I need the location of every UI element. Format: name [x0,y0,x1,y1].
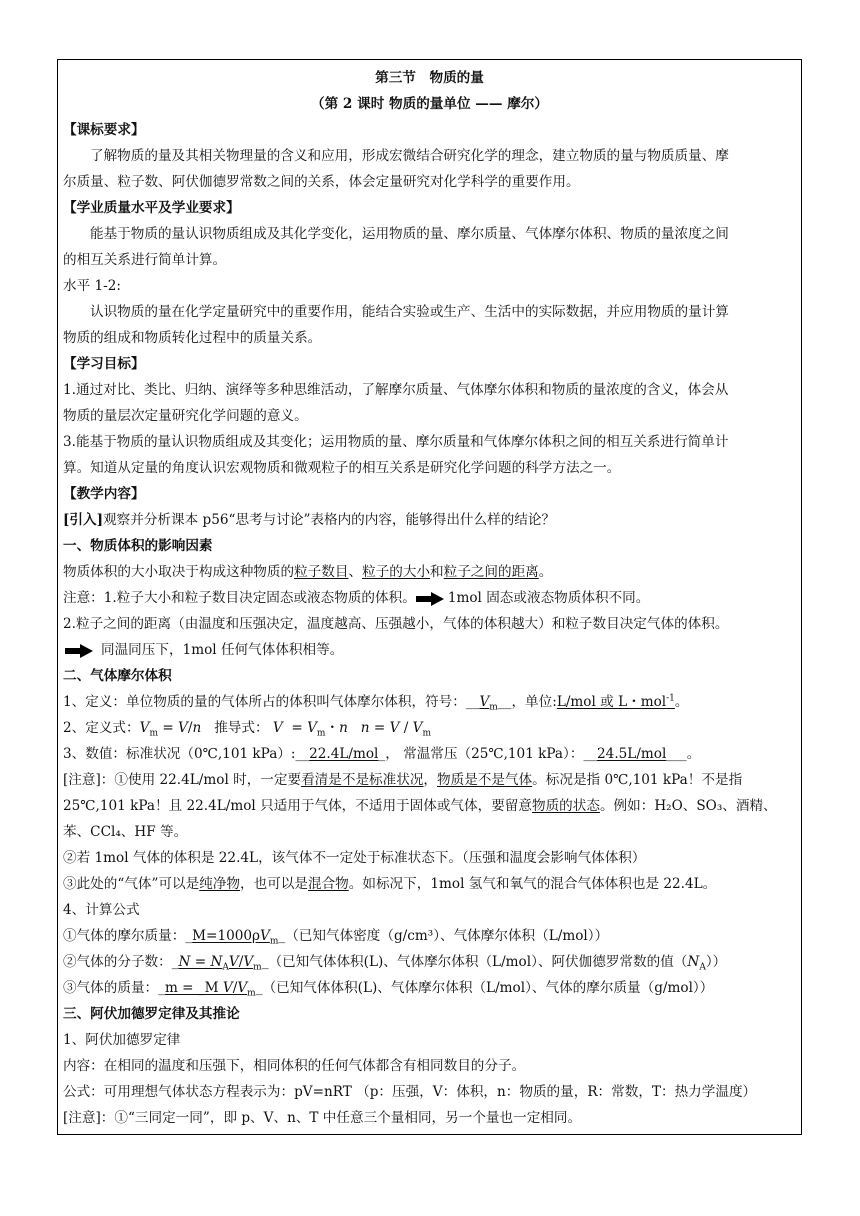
s2-note5-term2: 混合物 [308,876,349,892]
s1-note1-text: 注意：1.粒子大小和粒子数目决定固态或液态物质的体积。 [63,590,416,606]
section-heading-kebiao: 【课标要求】 [63,122,145,138]
s2-def-unit-text: L/mol 或 L・mol [556,694,667,710]
s2-calc2-note: （已知气体体积(L)、气体摩尔体积（L/mol）、阿伏伽德罗常数的值$(N_A)$） [268,954,727,973]
s3-formula: 公式：可用理想气体状态方程表示为：pV=nRT （p：压强，V：体积，n：物质的量，R：常数，T：热力学温度） [63,1084,757,1100]
s1-line1-text: 物质体积的大小取决于构成这种物质的 [63,564,295,580]
s2-note1-tail: 。标况是指 0℃,101 kPa！不是指 [532,772,743,788]
section-heading-neirong: 【教学内容】 [63,486,145,502]
s2-def-unit [557,694,675,710]
s1-heading: 一、物质体积的影响因素 [63,538,213,554]
s2-calc1-label: ①气体的摩尔质量： [63,928,186,944]
s2-value-norm-label: ， 常温常压（25℃,101 kPa）： [385,746,584,762]
s2-note1-term2: 物质是不是气体 [437,772,533,788]
s2-note5-tail: 。如标况下，1mol 氢气和氧气的混合气体体积也是 22.4L。 [348,876,717,892]
xueye-text-4: 物质的组成和物质转化过程中的质量关系。 [63,330,322,346]
s1-note-1 [63,585,796,611]
mubiao-line-1: 1.通过对比、类比、归纳、演绎等多种思维活动，了解摩尔质量、气体摩尔体积和物质的量浓度的含义，体会从 [63,382,729,398]
s1-note-3 [63,637,796,663]
s2-note-4: ②若 1mol 气体的体积是 22.4L，该气体不一定处于标准状态下。（压强和温度会影响气体体积） [63,850,646,866]
s1-sep1: 、 [348,564,363,580]
s2-formula-derived-label: 推导式： [214,720,269,736]
s2-note2-term: 物质的状态 [531,798,600,814]
kebiao-text-2: 尔质量、粒子数、阿伏伽德罗常数之间的关系，体会定量研究对化学科学的重要作用。 [63,174,580,190]
s2-calc-1: ①气体的摩尔质量：$\_M=1000\rho V_m\_$（已知气体密度（g/cm³）、气体摩尔体积（L/mol）） [63,928,609,947]
right-arrow-icon [416,592,444,606]
s2-calc-3: ③气体的质量：_m = _M $V/V_m\_$（已知气体体积(L)、气体摩尔体积（L/mol）、气体的摩尔质量（g/mol）） [63,980,714,999]
xueye-text-2: 的相互关系进行简单计算。 [63,252,227,268]
document-frame [57,59,802,1135]
xueye-text-1: 能基于物质的量认识物质组成及其化学变化，运用物质的量、摩尔质量、气体摩尔体积、物质的量浓度之间 [90,226,729,242]
s1-end: 。 [538,564,553,580]
s3-note: [注意]：①“三同定一同”，即 p、V、n、T 中任意三个量相同，另一个量也一定相同。 [63,1110,582,1126]
s2-def-unit-sup: -1 [666,693,675,704]
s2-definition: 1、定义：单位物质的量的气体所占的体积叫气体摩尔体积，符号：$\_\_V_m\_\_$，单位:L/mol 或 L・mol$^{-1}$。 [63,693,689,713]
s1-term-count: 粒子数目 [294,564,349,580]
xueye-level: 水平 1-2: [63,278,121,294]
s2-value-std-label: 3、数值：标准状况（0℃,101 kPa）: [63,746,296,762]
kebiao-text-1: 了解物质的量及其相关物理量的含义和应用，形成宏微结合研究化学的理念，建立物质的量与物质质量、摩 [90,148,729,164]
s2-formula [63,715,796,741]
s2-note5-text: ③此处的“气体”可以是 [63,876,200,892]
mubiao-line-4: 算。知道从定量的角度认识宏观物质和微观粒子的相互关系是研究化学问题的科学方法之一。 [63,460,621,476]
s2-note1-sep: ， [423,772,438,788]
intro-line [63,507,796,533]
right-arrow-icon [65,644,93,658]
s2-value-std: 22.4L/mol [309,746,379,762]
s2-def-unit-label: ，单位: [511,694,557,710]
s2-note5-term1: 纯净物 [199,876,241,892]
s2-def-symbol: $V_m$ [479,694,498,713]
s1-term-size: 粒子的大小 [362,564,431,580]
s2-formula-d1: $V = V_m$・n [272,720,348,739]
s2-calc2-label: ②气体的分子数： [63,954,172,970]
s2-value-end: 。 [686,746,701,762]
s2-calc3-formula: m = _M $V/V_m$ [164,980,256,999]
s2-calc-heading: 4、计算公式 [63,902,140,918]
s1-note3-text: 同温同压下，1mol 任何气体体积相等。 [101,642,344,658]
intro-tag: [引入] [63,512,104,528]
s2-heading: 二、气体摩尔体积 [63,668,172,684]
xueye-text-3: 认识物质的量在化学定量研究中的重要作用，能结合实验或生产、生活中的实际数据，并应用物质的量计算 [90,304,729,320]
s2-note2-text: 25℃,101 kPa！且 22.4L/mol 只适用于气体，不适用于固体或气体，要留意 [63,798,532,814]
s2-note-3: 苯、CCl₄、HF 等。 [63,824,188,840]
s2-def-text: 1、定义：单位物质的量的气体所占的体积叫气体摩尔体积，符号： [63,694,466,710]
s2-calc2-formula: $N = N_AV/V_m$ [178,954,262,973]
s2-note-2 [63,793,796,819]
s1-note-2: 2.粒子之间的距离（由温度和压强决定，温度越高、压强越小，气体的体积越大）和粒子数目决定气体的体积。 [63,616,729,632]
s3-content: 内容：在相同的温度和压强下，相同体积的任何气体都含有相同数目的分子。 [63,1058,526,1074]
s2-note5-mid: ，也可以是 [240,876,308,892]
s3-heading: 三、阿伏加德罗定律及其推论 [63,1006,240,1022]
s2-note1-term1: 看清是不是标准状况 [301,772,424,788]
s2-formula-label: 2、定义式： [63,720,140,736]
mubiao-line-3: 3.能基于物质的量认识物质组成及其变化；运用物质的量、摩尔质量和气体摩尔体积之间的相互关系进行简单计 [63,434,729,450]
s3-sub-heading: 1、阿伏加德罗定律 [63,1032,181,1048]
s2-calc3-label: ③气体的质量： [63,980,159,996]
s2-formula-d2: $n = V / V_m$ [360,720,432,739]
section-heading-mubiao: 【学习目标】 [63,356,145,372]
s1-line-1 [63,559,796,585]
mubiao-line-2: 物质的量层次定量研究化学问题的意义。 [63,408,308,424]
s2-note-5 [63,871,796,897]
s2-calc1-formula: $M=1000\rho V_m$ [192,928,279,947]
s2-formula-def: $V_m = V/n$ [139,720,202,739]
s2-note2-tail: 。例如：H₂O、SO₃、酒精、 [599,798,777,814]
s2-def-end: 。 [674,694,689,710]
intro-text: 观察并分析课本 p56“思考与讨论”表格内的内容，能够得出什么样的结论？ [103,512,556,528]
s2-calc1-note: （已知气体密度（g/cm³）、气体摩尔体积（L/mol）） [285,928,609,944]
s2-calc-2: ②气体的分子数：_N = $N_AV/V_m\_$（已知气体体积(L)、气体摩尔体积（L/mol）、阿伏伽德罗常数的值$(N_A)$） [63,954,727,973]
s2-values: 3、数值：标准状况（0℃,101 kPa）:__22.4L/mol_， 常温常压（25℃,101 kPa）：__24.5L/mol___。 [63,746,701,762]
page-title: 第三节 物质的量 [375,70,484,86]
s1-sep2: 和 [430,564,444,580]
s2-calc3-note: （已知气体体积(L)、气体摩尔体积（L/mol）、气体的摩尔质量（g/mol）） [262,980,714,996]
s2-note1-text: [注意]：①使用 22.4L/mol 时，一定要 [63,772,302,788]
s1-note1-result: 1mol 固态或液态物质体积不同。 [447,590,650,606]
s2-note-1 [63,767,796,793]
section-heading-xueye: 【学业质量水平及学业要求】 [63,200,240,216]
page-subtitle: （第 2 课时 物质的量单位 —— 摩尔） [310,96,549,112]
s1-term-distance: 粒子之间的距离 [443,564,539,580]
s2-value-norm: 24.5L/mol [597,746,667,762]
